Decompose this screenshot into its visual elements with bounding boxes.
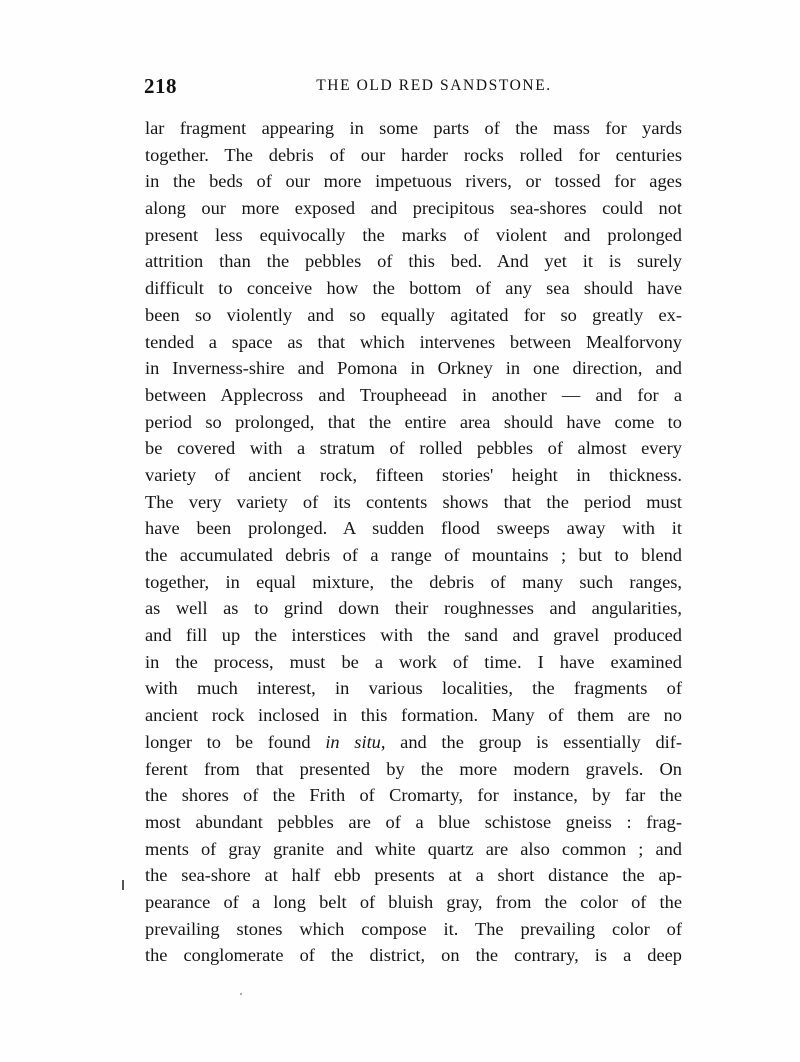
text-line: together. The debris of our harder rocks rolled for centuries xyxy=(145,144,682,165)
text-line: ferent from that presented by the more modern gravels. On xyxy=(145,758,682,779)
text-line: prevailing stones which compose it. The prevailing color of xyxy=(145,918,682,939)
text-line: the sea-shore at half ebb presents at a short distance the ap- xyxy=(145,865,682,886)
text-line: period so prolonged, that the entire area should have come to xyxy=(145,411,682,432)
text-line: ancient rock inclosed in this formation. Many of them are no xyxy=(145,705,682,726)
text-line: and fill up the interstices with the sand and gravel produced xyxy=(145,625,682,646)
running-title: THE OLD RED SANDSTONE. xyxy=(316,77,552,94)
text-line: lar fragment appearing in some parts of the mass for yards xyxy=(145,118,682,138)
text-line: be covered with a stratum of rolled pebbles of almost every xyxy=(145,438,682,459)
paper-speck xyxy=(240,993,242,995)
text-line: as well as to grind down their roughnesses and angularities, xyxy=(145,598,682,619)
page-number: 218 xyxy=(144,74,177,98)
text-line: tended a space as that which intervenes between Mealforvony xyxy=(145,331,682,352)
text-line: in the process, must be a work of time. I have examined xyxy=(145,651,682,672)
text-line: longer to be found in situ, and the group is essentially dif- xyxy=(145,731,682,752)
text-line: been so violently and so equally agitated for so greatly ex- xyxy=(145,304,682,325)
text-line: in the beds of our more impetuous rivers, or tossed for ages xyxy=(145,171,682,192)
italic-phrase: in situ xyxy=(325,731,381,752)
text-line: between Applecross and Troupheead in another — and for a xyxy=(145,384,682,405)
text-line: the accumulated debris of a range of mountains ; but to blend xyxy=(145,545,682,565)
text-line: pearance of a long belt of bluish gray, from the color of the xyxy=(145,891,682,912)
text-line: the conglomerate of the district, on the contrary, is a deep xyxy=(145,945,682,966)
text-line: in Inverness-shire and Pomona in Orkney in one direction, and xyxy=(145,358,682,379)
text-line: most abundant pebbles are of a blue schistose gneiss : frag- xyxy=(145,811,682,832)
running-head xyxy=(144,74,684,104)
text-line: present less equivocally the marks of violent and prolonged xyxy=(145,224,682,245)
text-line: The very variety of its contents shows that the period must xyxy=(145,491,682,512)
text-line: variety of ancient rock, fifteen stories' height in thickness. xyxy=(145,464,682,485)
text-line: together, in equal mixture, the debris of many such ranges, xyxy=(145,571,682,592)
margin-mark xyxy=(122,880,124,890)
text-line: the shores of the Frith of Cromarty, for instance, by far the xyxy=(145,785,682,806)
text-line: have been prolonged. A sudden flood sweeps away with it xyxy=(145,518,682,539)
text-line: difficult to conceive how the bottom of any sea should have xyxy=(145,278,682,299)
text-line: along our more exposed and precipitous sea-shores could not xyxy=(145,198,682,219)
text-line: with much interest, in various localities, the fragments of xyxy=(145,678,682,699)
text-line: ments of gray granite and white quartz are also common ; and xyxy=(145,838,682,859)
text-line: attrition than the pebbles of this bed. And yet it is surely xyxy=(145,251,682,272)
body-text xyxy=(145,115,682,969)
